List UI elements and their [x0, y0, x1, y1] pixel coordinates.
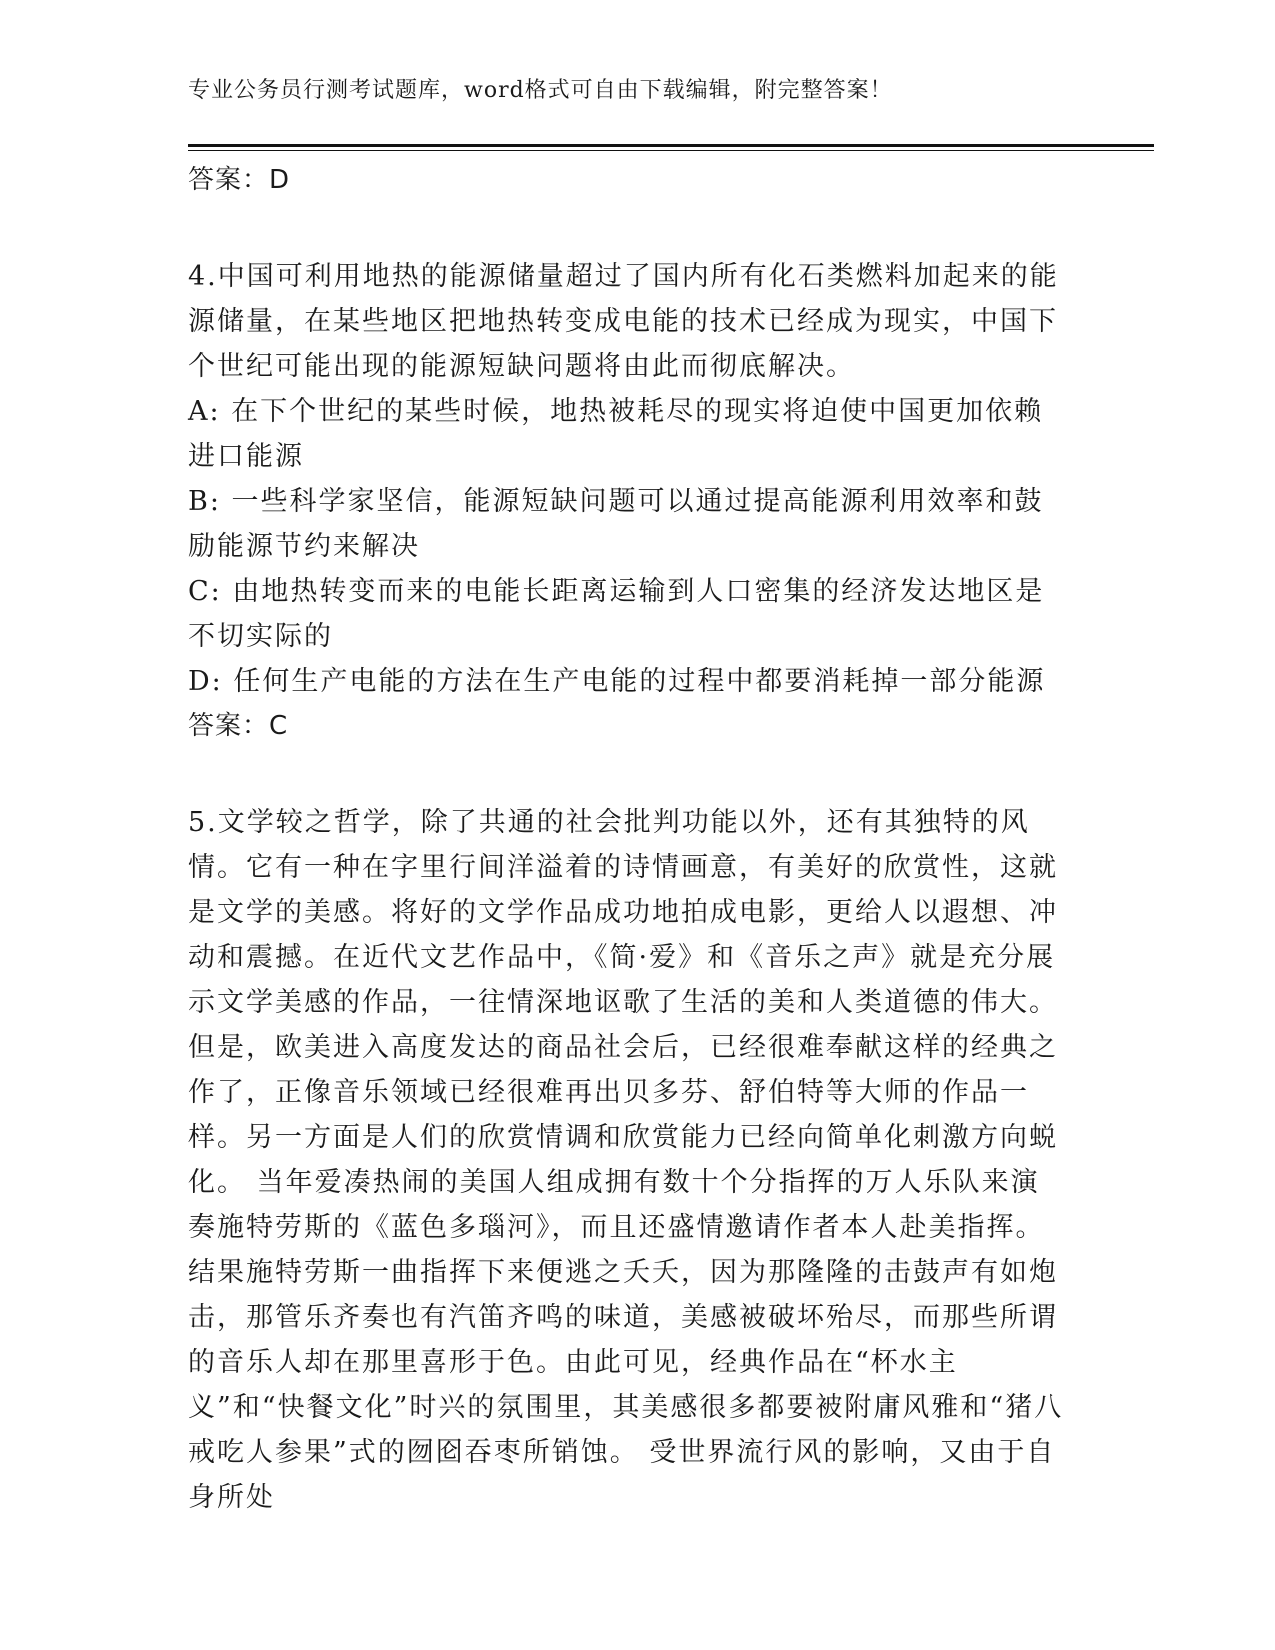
header-rule-thin — [188, 150, 1154, 151]
question-4-option-c: C: 由地热转变而来的电能长距离运输到人口密集的经济发达地区是不切实际的 — [188, 576, 1045, 652]
question-4-answer: 答案：C — [188, 711, 289, 741]
question-4 — [188, 254, 1068, 748]
question-4-option-d: D: 任何生产电能的方法在生产电能的过程中都要消耗掉一部分能源 — [188, 666, 1046, 697]
question-5-stem: 5.文学较之哲学，除了共通的社会批判功能以外，还有其独特的风情。它有一种在字里行间洋溢着的诗情画意，有美好的欣赏性，这就是文学的美感。将好的文学作品成功地拍成电影，更给人以遐想、冲动和震撼。在近代文艺作品中，《简·爱》和《音乐之声》就是充分展示文学美感的作品，一往情深地讴歌了生活的美和人类道德的伟大。但是，欧美进入高度发达的商品社会后，已经很难奉献这样的经典之作了，正像音乐领域已经很难再出贝多芬、舒伯特等大师的作品一样。另一方面是人们的欣赏情调和欣赏能力已经向简单化刺激方向蜕化。 当年爱凑热闹的美国人组成拥有数十个分指挥的万人乐队来演奏施特劳斯的《蓝色多瑙河》，而且还盛情邀请作者本人赴美指挥。结果施特劳斯一曲指挥下来便逃之夭夭，因为那隆隆的击鼓声有如炮击，那管乐齐奏也有汽笛齐鸣的味道，美感被破坏殆尽，而那些所谓的音乐人却在那里喜形于色。由此可见，经典作品在“杯水主义”和“快餐文化”时兴的氛围里，其美感很多都要被附庸风雅和“猪八戒吃人参果”式的囫囵吞枣所销蚀。 受世界流行风的影响，又由于自身所处 — [188, 807, 1064, 1513]
answer-previous-question: 答案：D — [188, 165, 291, 195]
question-5 — [188, 800, 1068, 1520]
question-4-stem: 4.中国可利用地热的能源储量超过了国内所有化石类燃料加起来的能源储量，在某些地区把地热转变成电能的技术已经成为现实，中国下个世纪可能出现的能源短缺问题将由此而彻底解决。 — [188, 261, 1059, 382]
page-header: 专业公务员行测考试题库，word格式可自由下载编辑，附完整答案！ — [188, 78, 893, 103]
question-4-option-a: A: 在下个世纪的某些时候，地热被耗尽的现实将迫使中国更加依赖进口能源 — [188, 396, 1044, 472]
header-rule-thick — [188, 144, 1154, 147]
question-4-option-b: B: 一些科学家坚信，能源短缺问题可以通过提高能源利用效率和鼓励能源节约来解决 — [188, 486, 1044, 562]
document-body — [188, 158, 1068, 1520]
